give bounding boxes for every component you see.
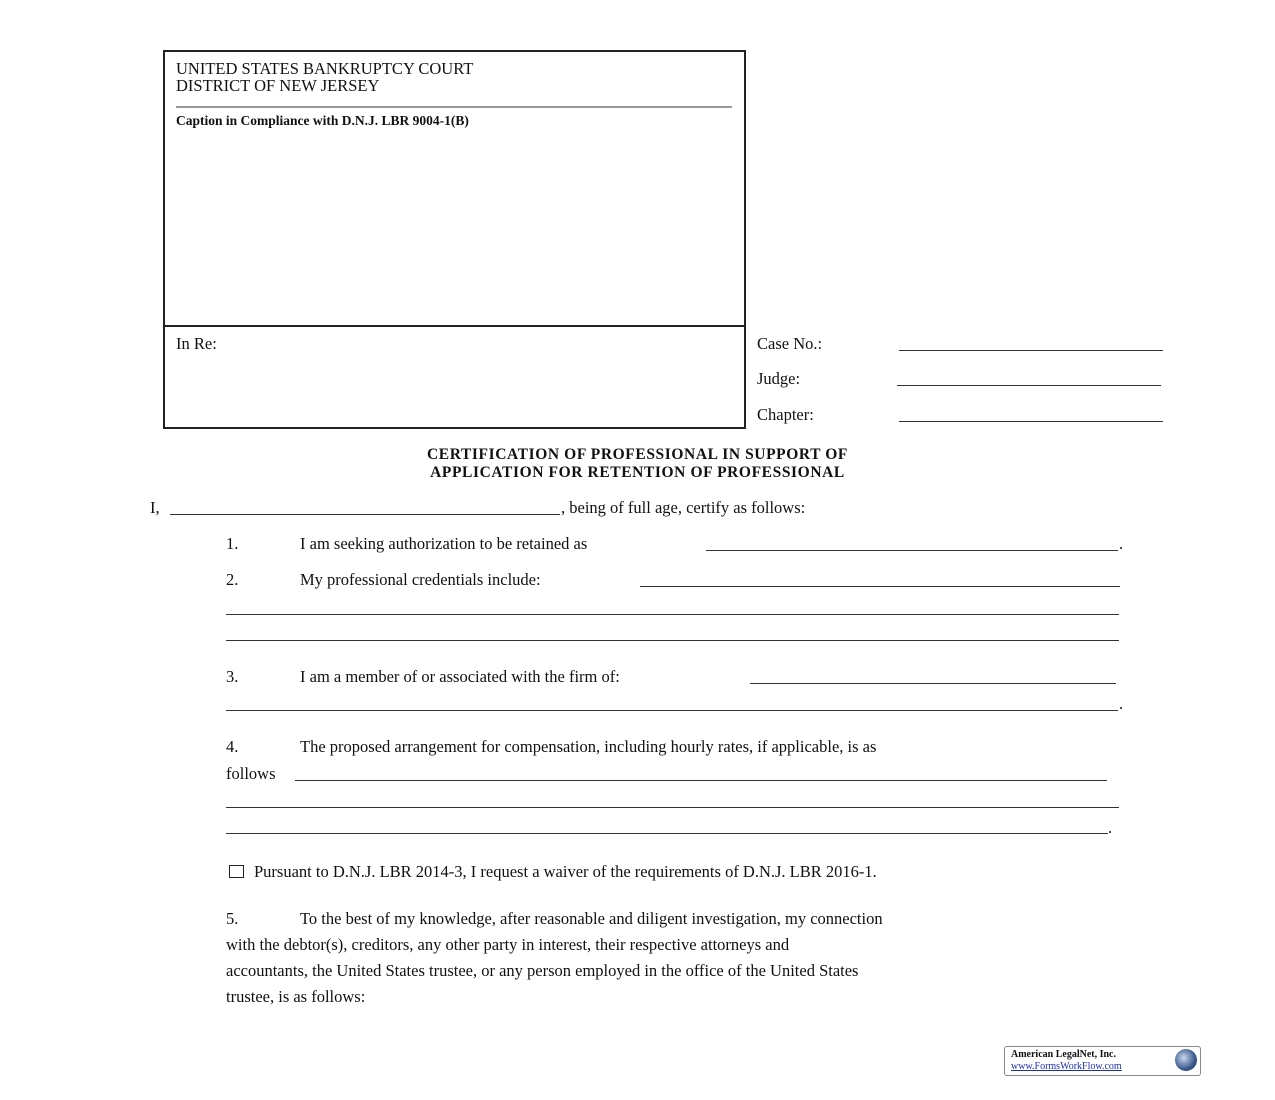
american-legalnet-logo[interactable] xyxy=(1004,1046,1201,1076)
item-2-text: My professional credentials include: xyxy=(300,570,541,589)
period: . xyxy=(1119,534,1124,553)
compensation-field-2[interactable] xyxy=(226,807,1119,808)
logo-url-link[interactable]: www.FormsWorkFlow.com xyxy=(1011,1061,1122,1072)
doc-title-line1: CERTIFICATION OF PROFESSIONAL IN SUPPORT OF xyxy=(426,446,849,463)
doc-title-line2: APPLICATION FOR RETENTION OF PROFESSIONAL xyxy=(430,464,845,481)
chapter-label: Chapter: xyxy=(757,405,814,424)
header-rule xyxy=(176,106,732,108)
compensation-field-3[interactable] xyxy=(226,833,1108,834)
item-5-text: To the best of my knowledge, after reasonable and diligent investigation, my connection xyxy=(300,909,883,928)
caption-divider xyxy=(163,325,746,327)
caption-note: Caption in Compliance with D.N.J. LBR 9004-1(B) xyxy=(176,113,469,128)
court-name: UNITED STATES BANKRUPTCY COURT xyxy=(176,59,474,78)
judge-field[interactable] xyxy=(897,385,1161,386)
case-no-field[interactable] xyxy=(899,350,1163,351)
firm-field-2[interactable] xyxy=(226,710,1118,711)
waiver-text: Pursuant to D.N.J. LBR 2014-3, I request a waiver of the requirements of D.N.J. LBR 2016-1. xyxy=(254,862,877,881)
item-5-line2: with the debtor(s), creditors, any other party in interest, their respective attorneys and xyxy=(226,935,790,954)
item-1-text: I am seeking authorization to be retained as xyxy=(300,534,588,553)
name-field[interactable] xyxy=(170,514,560,515)
intro-prefix: I, xyxy=(150,498,160,517)
item-5-line3: accountants, the United States trustee, or any person employed in the office of the United States xyxy=(226,961,859,980)
item-3-number: 3. xyxy=(226,667,239,686)
item-5-number: 5. xyxy=(226,909,239,928)
retained-as-field[interactable] xyxy=(706,550,1118,551)
credentials-field-1[interactable] xyxy=(640,586,1120,587)
credentials-field-2[interactable] xyxy=(226,614,1119,615)
in-re-label: In Re: xyxy=(176,334,217,353)
item-1-number: 1. xyxy=(226,534,239,553)
item-4-cont: follows xyxy=(226,764,276,783)
period: . xyxy=(1119,694,1124,713)
case-no-label: Case No.: xyxy=(757,334,823,353)
item-5-line4: trustee, is as follows: xyxy=(226,987,366,1006)
chapter-field[interactable] xyxy=(899,421,1163,422)
globe-icon xyxy=(1175,1049,1197,1071)
credentials-field-3[interactable] xyxy=(226,640,1119,641)
item-4-text: The proposed arrangement for compensation, including hourly rates, if applicable, is as xyxy=(300,737,877,756)
judge-label: Judge: xyxy=(757,369,801,388)
court-district: DISTRICT OF NEW JERSEY xyxy=(176,76,380,95)
period: . xyxy=(1108,818,1113,837)
intro-suffix: , being of full age, certify as follows: xyxy=(561,498,806,517)
item-3-text: I am a member of or associated with the firm of: xyxy=(300,667,620,686)
waiver-checkbox[interactable] xyxy=(229,865,244,878)
logo-company: American LegalNet, Inc. xyxy=(1011,1049,1116,1060)
item-4-number: 4. xyxy=(226,737,239,756)
item-2-number: 2. xyxy=(226,570,239,589)
compensation-field-1[interactable] xyxy=(295,780,1107,781)
firm-field-1[interactable] xyxy=(750,683,1116,684)
